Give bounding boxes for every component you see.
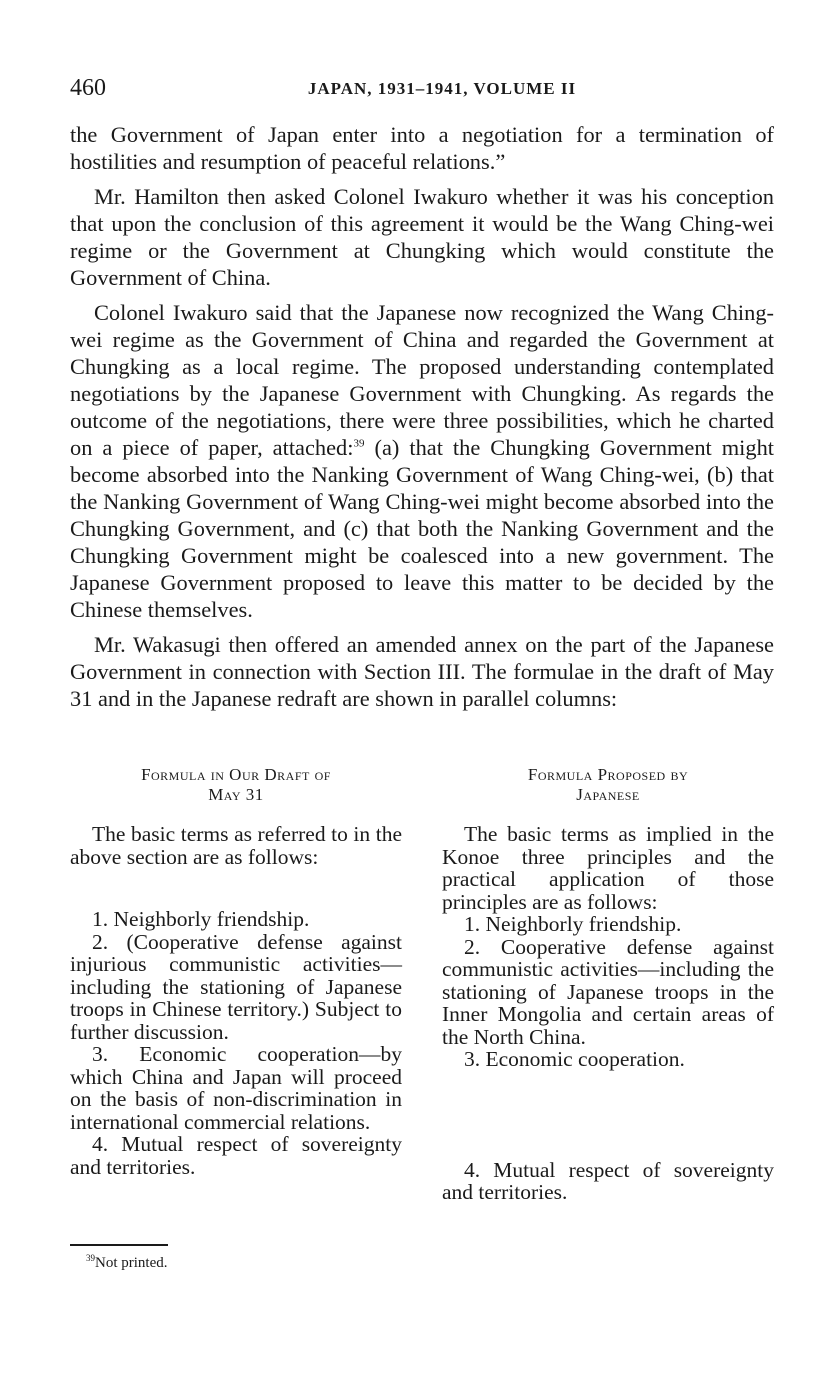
footnote-mark: 39	[86, 1253, 95, 1263]
parallel-columns	[70, 765, 774, 1245]
paragraph-iwakuro	[70, 299, 774, 623]
right-item-1: 1. Neighborly friendship.	[464, 912, 682, 936]
left-item-3: 3. Economic cooperation—by which China and Japan will proceed on the basis of non-discrimination in international commercial relations.	[70, 1042, 402, 1134]
left-item-1: 1. Neighborly friendship.	[92, 907, 310, 931]
column-heading-right-line2: Japanese	[576, 785, 640, 804]
paragraph-iwakuro-part2: (a) that the Chungking Government might become absorbed into the Nanking Government of Wang Ching-wei, (b) that the Nanking Government of Wang Ching-wei might become absorbed into the Chungking Government, and (c) that both the Nanking Government and the Chungking Government might be coalesced into a new government. The Japanese Government proposed to leave this matter to be decided by the Chinese themselves.	[70, 435, 774, 622]
footnote-reference: 39	[353, 437, 365, 450]
paragraph-wakasugi: Mr. Wakasugi then offered an amended annex on the part of the Japanese Government in connection with Section III. The formulae in the draft of May 31 and in the Japanese redraft are shown in parallel columns:	[70, 632, 774, 711]
column-heading-left-line2: May 31	[208, 785, 264, 804]
right-item-3: 3. Economic cooperation.	[464, 1047, 685, 1071]
column-japanese-proposal	[442, 765, 774, 1204]
page-number: 460	[70, 75, 106, 101]
paragraph-hamilton: Mr. Hamilton then asked Colonel Iwakuro whether it was his conception that upon the conclusion of this agreement it would be the Wang Ching-wei regime or the Government at Chungking which would constitute the Government of China.	[70, 184, 774, 290]
column-heading-right-line1: Formula Proposed by	[527, 765, 689, 784]
footnote	[86, 1253, 168, 1272]
footnote-text: Not printed.	[95, 1255, 168, 1271]
column-heading-left-line1: Formula in Our Draft of	[141, 765, 331, 784]
right-item-4: 4. Mutual respect of sovereignty and territories.	[442, 1157, 774, 1204]
column-heading-right	[442, 765, 774, 809]
page-header	[70, 75, 774, 105]
right-intro: The basic terms as implied in the Konoe three principles and the practical application of those principles are as follows:	[442, 822, 774, 914]
column-our-draft	[70, 765, 402, 1178]
left-item-4: 4. Mutual respect of sovereignty and territories.	[70, 1132, 402, 1179]
body-text	[70, 121, 774, 720]
right-item-2: 2. Cooperative defense against communistic activities—including the stationing of Japanese troops in the Inner Mongolia and certain areas of the North China.	[442, 934, 774, 1049]
column-heading-left	[70, 765, 402, 809]
paragraph-iwakuro-part1: Colonel Iwakuro said that the Japanese now recognized the Wang Ching-wei regime as the Government of China and regarded the Government at Chungking as a local regime. The proposed understanding contemplated negotiations by the Japanese Government with Chungking. As regards the outcome of the negotiations, there were three possibilities, which he charted on a piece of paper, attached:	[70, 300, 774, 460]
running-head: JAPAN, 1931–1941, VOLUME II	[307, 79, 577, 98]
left-intro: The basic terms as referred to in the above section are as follows:	[70, 822, 402, 869]
footnote-divider	[70, 1244, 168, 1246]
left-item-2: 2. (Cooperative defense against injurious communistic activities—including the stationing of Japanese troops in Chinese territory.) Subject to further discussion.	[70, 929, 402, 1044]
paragraph-continued: the Government of Japan enter into a negotiation for a termination of hostilities and resumption of peaceful relations.”	[70, 122, 774, 174]
